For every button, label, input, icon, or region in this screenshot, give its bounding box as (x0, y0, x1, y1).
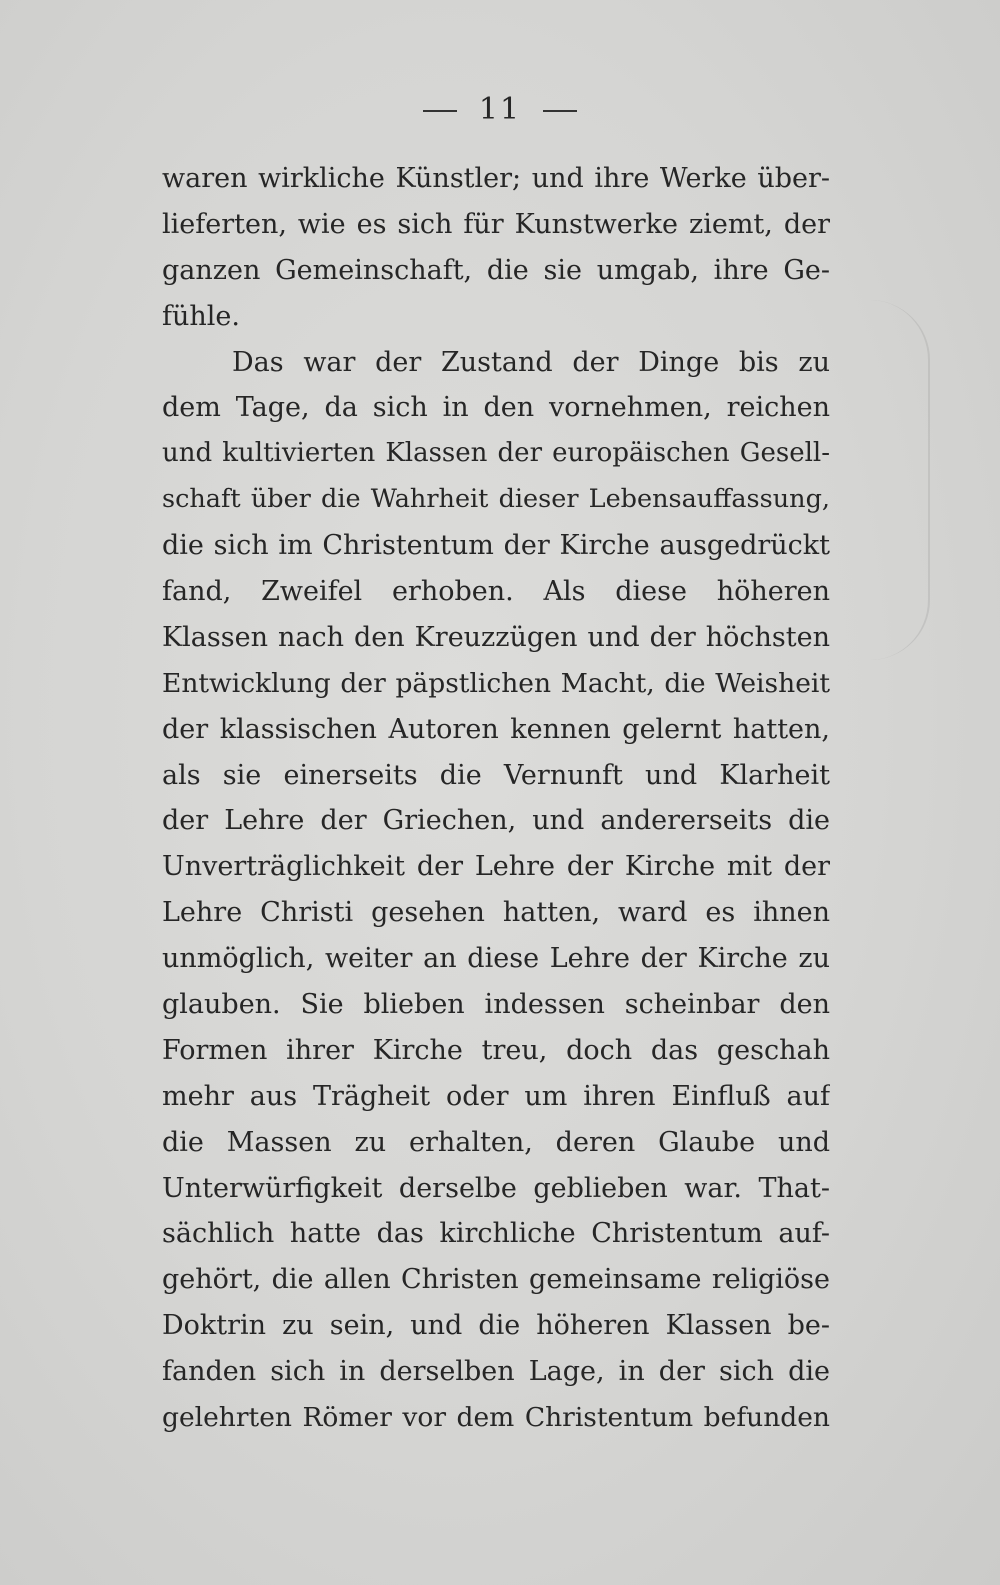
text-line: fanden sich in derselben Lage, in der sich die (162, 1356, 830, 1388)
text-line: Unverträglichkeit der Lehre der Kirche mit der (162, 851, 830, 883)
text-line: der Lehre der Griechen, und andererseits die (162, 805, 830, 837)
text-line: waren wirkliche Künstler; und ihre Werke über- (162, 163, 830, 194)
text-line: die Massen zu erhalten, deren Glaube und (162, 1126, 830, 1158)
text-line: fühle. (162, 300, 240, 332)
text-line: die sich im Christentum der Kirche ausgedrückt (162, 530, 830, 562)
text-line: gehört, die allen Christen gemeinsame religiöse (162, 1264, 830, 1296)
text-line: gelehrten Römer vor dem Christentum befunden (162, 1402, 830, 1434)
text-line: Doktrin zu sein, und die höheren Klassen be- (162, 1310, 830, 1342)
text-line: Unterwürfigkeit derselbe geblieben war. That- (162, 1172, 830, 1204)
text-line: als sie einerseits die Vernunft und Klarheit (162, 759, 830, 791)
text-line: mehr aus Trägheit oder um ihren Einfluß auf (162, 1080, 830, 1112)
page-number: 11 (478, 92, 522, 127)
header-dash-right (543, 110, 577, 112)
text-line: sächlich hatte das kirchliche Christentum auf- (162, 1218, 830, 1250)
text-line: dem Tage, da sich in den vornehmen, reichen (162, 392, 830, 424)
text-line: Das war der Zustand der Dinge bis zu (232, 346, 830, 378)
page-header (0, 92, 1000, 127)
text-line: Lehre Christi gesehen hatten, ward es ihnen (162, 897, 830, 929)
text-line: Entwicklung der päpstlichen Macht, die Weisheit (162, 667, 830, 699)
text-line: Formen ihrer Kirche treu, doch das geschah (162, 1034, 830, 1066)
text-line: schaft über die Wahrheit dieser Lebensauffassung, (162, 484, 830, 515)
text-line: fand, Zweifel erhoben. Als diese höheren (162, 576, 830, 608)
text-line: der klassischen Autoren kennen gelernt hatten, (162, 713, 830, 745)
text-line: und kultivierten Klassen der europäischen Gesell- (162, 438, 830, 469)
text-line: unmöglich, weiter an diese Lehre der Kirche zu (162, 943, 830, 975)
body-text (162, 156, 830, 1441)
text-line: ganzen Gemeinschaft, die sie umgab, ihre Ge- (162, 254, 830, 286)
header-dash-left (423, 110, 457, 112)
text-line: lieferten, wie es sich für Kunstwerke ziemt, der (162, 208, 830, 240)
text-line: Klassen nach den Kreuzzügen und der höchsten (162, 621, 830, 653)
text-line: glauben. Sie blieben indessen scheinbar den (162, 989, 830, 1021)
